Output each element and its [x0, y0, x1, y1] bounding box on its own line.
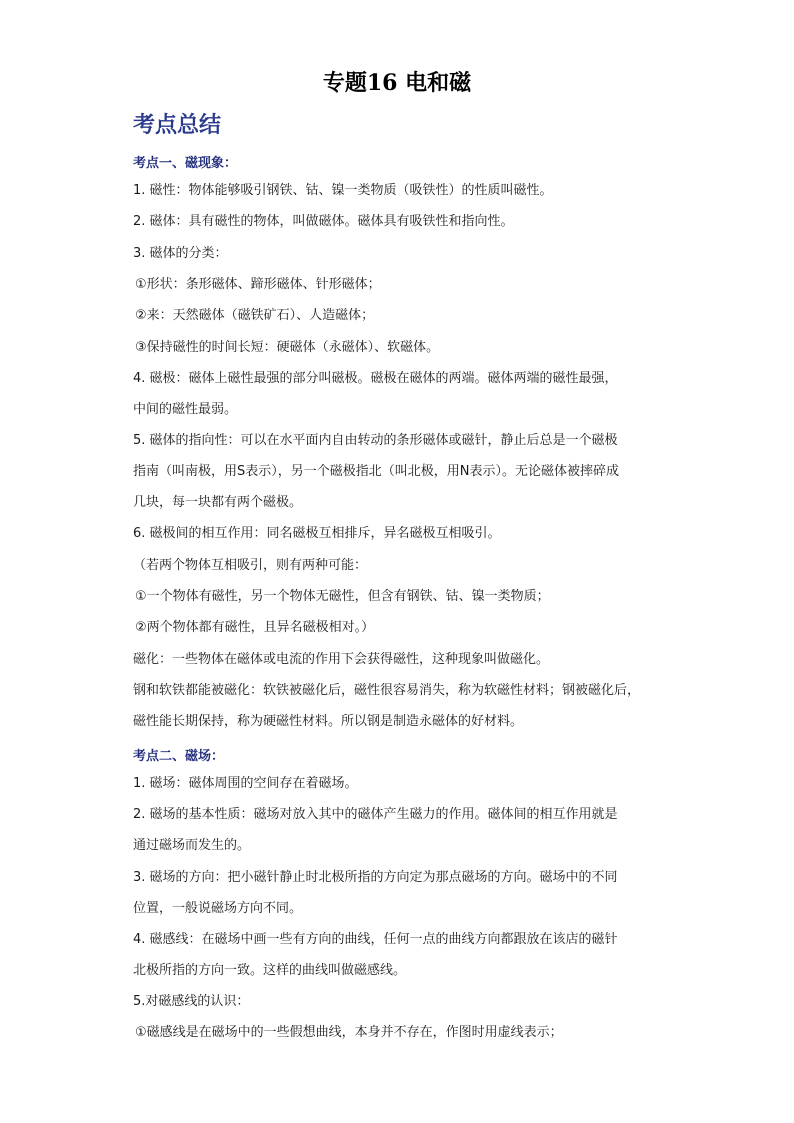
- paragraph-line: 3. 磁场的方向：把小磁针静止时北极所指的方向定为那点磁场的方向。磁场中的不同: [133, 870, 618, 885]
- paragraph-line: 1. 磁场：磁体周围的空间存在着磁场。: [133, 776, 358, 791]
- paragraph-line: ①磁感线是在磁场中的一些假想曲线，本身并不存在，作图时用虚线表示；: [135, 1025, 563, 1040]
- paragraph-line: 6. 磁极间的相互作用：同名磁极互相排斥，异名磁极互相吸引。: [133, 526, 501, 541]
- paragraph-line: 北极所指的方向一致。这样的曲线叫做磁感线。: [133, 963, 407, 978]
- section1-label: 考点一、磁现象：: [133, 156, 238, 171]
- paragraph-line: 5. 磁体的指向性：可以在水平面内自由转动的条形磁体或磁针，静止后总是一个磁极: [133, 433, 618, 448]
- paragraph-line: ①一个物体有磁性，另一个物体无磁性，但含有钢铁、钴、镍一类物质；: [135, 589, 550, 604]
- paragraph-line: 4. 磁极：磁体上磁性最强的部分叫磁极。磁极在磁体的两端。磁体两端的磁性最强，: [133, 371, 618, 386]
- paragraph-line: 2. 磁体：具有磁性的物体，叫做磁体。磁体具有吸铁性和指向性。: [133, 214, 514, 229]
- paragraph-line: 指南（叫南极，用S表示），另一个磁极指北（叫北极，用N表示）。无论磁体被摔碎成: [133, 464, 619, 479]
- section-heading: 考点总结: [133, 113, 222, 138]
- paragraph-line: 4. 磁感线：在磁场中画一些有方向的曲线，任何一点的曲线方向都跟放在该店的磁针: [133, 932, 618, 947]
- paragraph-line: 3. 磁体的分类：: [133, 246, 228, 261]
- paragraph-line: ②两个物体都有磁性，且异名磁极相对。）: [135, 620, 375, 635]
- section2-label: 考点二、磁场：: [133, 749, 225, 764]
- paragraph-line: 磁化：一些物体在磁体或电流的作用下会获得磁性，这种现象叫做磁化。: [133, 652, 550, 667]
- paragraph-line: 几块，每一块都有两个磁极。: [133, 495, 303, 510]
- paragraph-line: ③保持磁性的时间长短：硬磁体（永磁体）、软磁体。: [135, 340, 440, 355]
- page-title: 专题16 电和磁: [322, 70, 472, 96]
- paragraph-line: 2. 磁场的基本性质：磁场对放入其中的磁体产生磁力的作用。磁体间的相互作用就是: [133, 807, 618, 822]
- paragraph-line: 通过磁场而发生的。: [133, 838, 251, 853]
- paragraph-line: 钢和软铁都能被磁化：软铁被磁化后，磁性很容易消失，称为软磁性材料；钢被磁化后，: [133, 683, 641, 698]
- paragraph-line: 1. 磁性：物体能够吸引钢铁、钴、镍一类物质（吸铁性）的性质叫磁性。: [133, 183, 553, 198]
- paragraph-line: 5.对磁感线的认识：: [133, 994, 250, 1009]
- paragraph-line: （若两个物体互相吸引，则有两种可能：: [133, 558, 368, 573]
- paragraph-line: 磁性能长期保持，称为硬磁性材料。所以钢是制造永磁体的好材料。: [133, 714, 524, 729]
- paragraph-line: ①形状：条形磁体、蹄形磁体、针形磁体；: [135, 277, 381, 292]
- paragraph-line: 中间的磁性最弱。: [133, 402, 238, 417]
- paragraph-line: ②来：天然磁体（磁铁矿石）、人造磁体；: [135, 308, 375, 323]
- paragraph-line: 位置，一般说磁场方向不同。: [133, 901, 303, 916]
